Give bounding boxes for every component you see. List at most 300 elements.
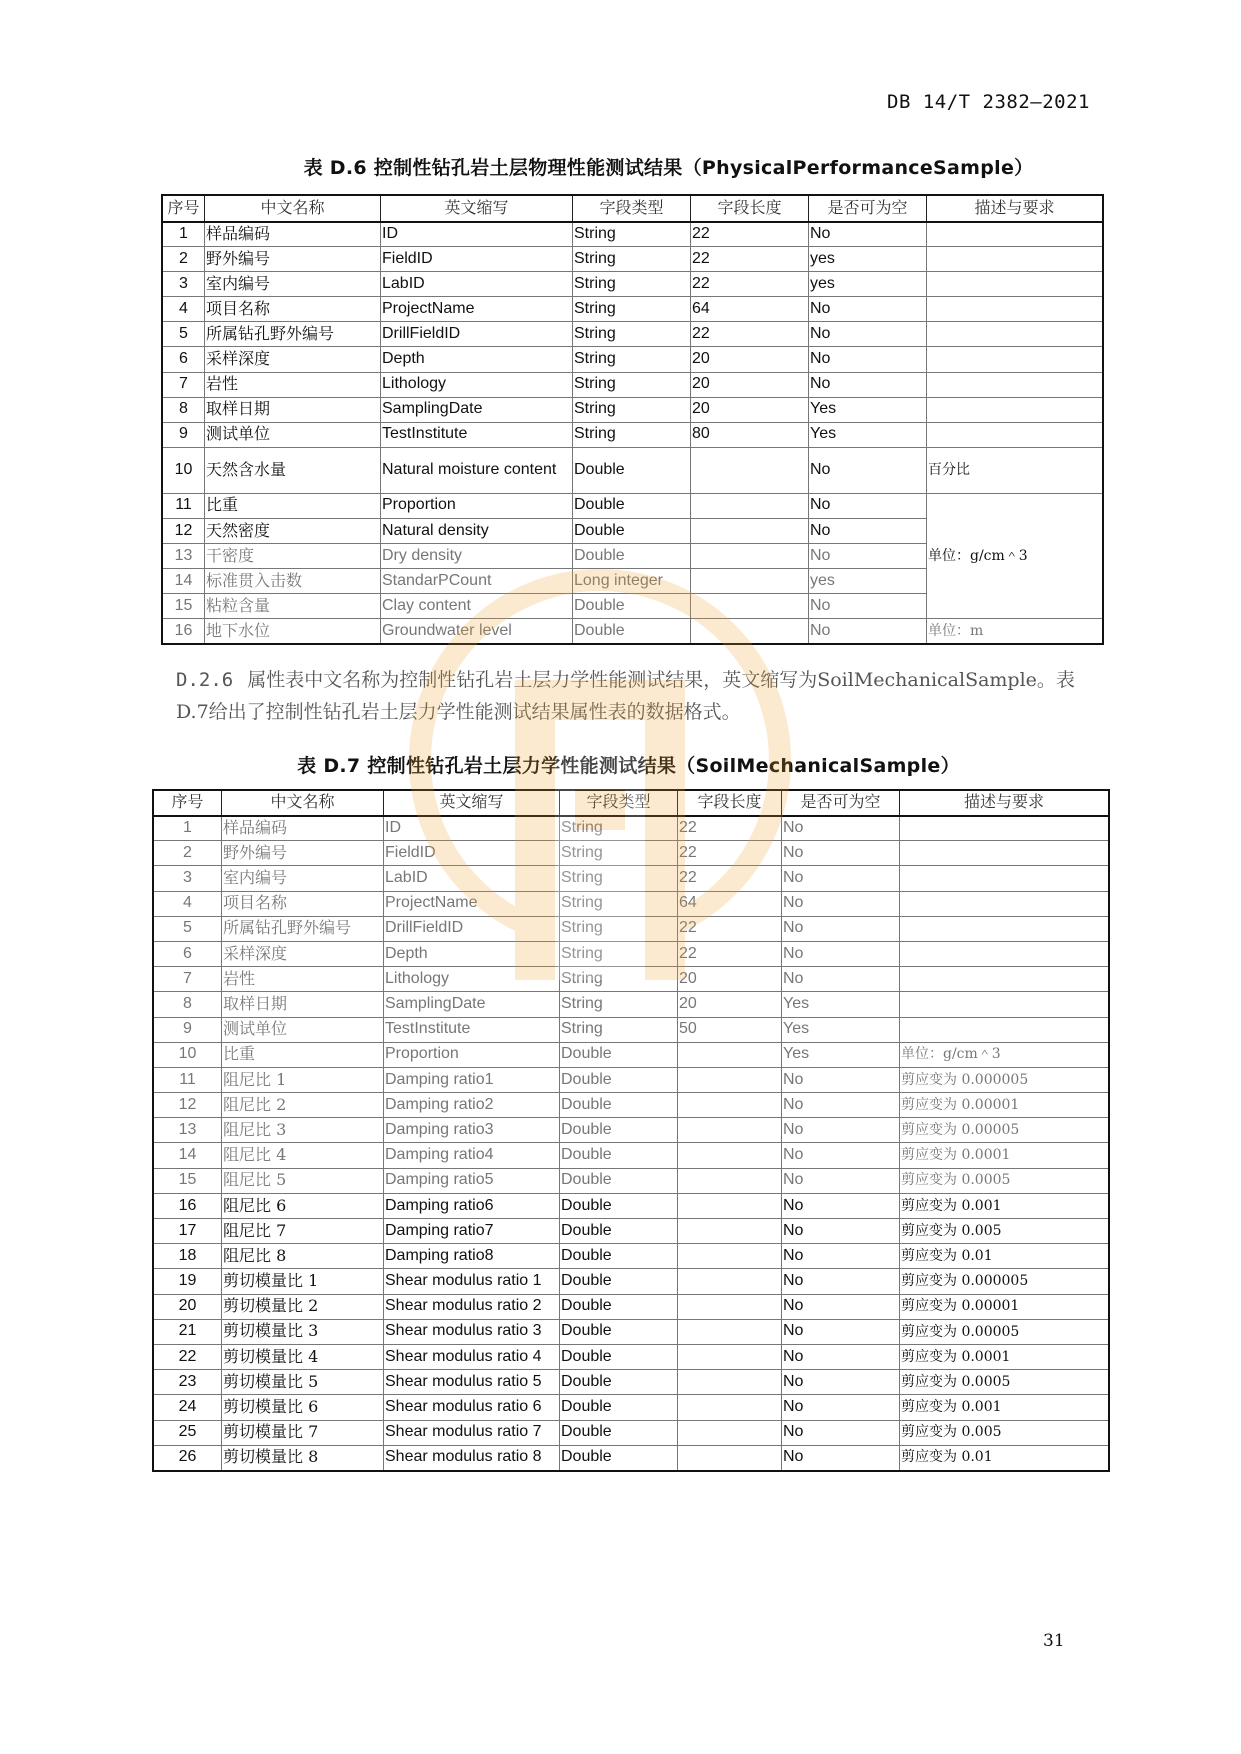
table-header-row: [163, 196, 1103, 222]
table-cell: [678, 1143, 782, 1168]
table-cell: Double: [560, 1319, 678, 1344]
table-cell: [678, 1093, 782, 1118]
table-cell: String: [573, 222, 691, 247]
column-header: 字段长度: [691, 196, 809, 222]
table-cell: 22: [691, 247, 809, 272]
table-cell: 阻尼比 4: [222, 1143, 384, 1168]
table-d6-title: 表 D.6 控制性钻孔岩土层物理性能测试结果（PhysicalPerformanceSample）: [303, 157, 1034, 179]
table-cell: 剪切模量比 4: [222, 1344, 384, 1369]
table-cell: 15: [163, 594, 205, 619]
table-cell: 22: [691, 222, 809, 247]
table-cell: 22: [678, 816, 782, 841]
table-cell: 1: [154, 816, 222, 841]
table-cell: [691, 594, 809, 619]
table-cell: [678, 1067, 782, 1092]
table-cell: 11: [154, 1067, 222, 1092]
table-cell: Natural density: [381, 518, 573, 543]
table-cell: Shear modulus ratio 2: [384, 1294, 560, 1319]
table-row: [163, 347, 1103, 372]
table-cell: Damping ratio1: [384, 1067, 560, 1092]
column-header: 是否可为空: [809, 196, 927, 222]
table-row: [154, 1042, 1109, 1067]
table-cell: 14: [154, 1143, 222, 1168]
table-cell: 阻尼比 1: [222, 1067, 384, 1092]
table-cell: [678, 1118, 782, 1143]
table-cell: StandarPCount: [381, 569, 573, 594]
table-cell: 8: [163, 397, 205, 422]
table-cell: [678, 1395, 782, 1420]
table-cell: No: [809, 372, 927, 397]
table-cell: 22: [691, 322, 809, 347]
table-row: [154, 1294, 1109, 1319]
table-cell: 取样日期: [222, 992, 384, 1017]
table-cell: 20: [154, 1294, 222, 1319]
table-row: [154, 1093, 1109, 1118]
table-cell: [678, 1269, 782, 1294]
section-text: 属性表中文名称为控制性钻孔岩土层力学性能测试结果，英文缩写为SoilMechanicalSample。表D.7给出了控制性钻孔岩土层力学性能测试结果属性表的数据格式。: [176, 669, 1075, 723]
table-row: [154, 1067, 1109, 1092]
table-row: [163, 322, 1103, 347]
table-cell: Long integer: [573, 569, 691, 594]
table-row: [154, 1319, 1109, 1344]
table-cell: 剪应变为 0.0005: [900, 1370, 1109, 1395]
table-cell: 阻尼比 5: [222, 1168, 384, 1193]
table-cell: String: [560, 941, 678, 966]
table-cell: No: [809, 493, 927, 518]
table-cell: 剪应变为 0.00001: [900, 1294, 1109, 1319]
table-cell: 样品编码: [222, 816, 384, 841]
table-cell: Double: [573, 493, 691, 518]
table-cell: String: [560, 816, 678, 841]
table-cell: Double: [560, 1244, 678, 1269]
table-cell: String: [560, 1017, 678, 1042]
table-row: [163, 619, 1103, 644]
table-row: [154, 1244, 1109, 1269]
table-cell: Yes: [809, 422, 927, 447]
table-cell: Shear modulus ratio 8: [384, 1445, 560, 1470]
table-cell: String: [573, 347, 691, 372]
table-cell: 50: [678, 1017, 782, 1042]
table-cell: 16: [154, 1193, 222, 1218]
table-cell: No: [782, 1370, 900, 1395]
table-cell: 测试单位: [205, 422, 381, 447]
table-cell: ProjectName: [384, 891, 560, 916]
table-row: [154, 1118, 1109, 1143]
table-cell: Dry density: [381, 544, 573, 569]
table-row: [154, 916, 1109, 941]
table-cell: No: [782, 1294, 900, 1319]
column-header: 序号: [163, 196, 205, 222]
table-cell: 22: [678, 866, 782, 891]
table-cell: 2: [154, 841, 222, 866]
table-row: [163, 493, 1103, 518]
table-cell: Double: [573, 594, 691, 619]
table-cell: No: [782, 891, 900, 916]
table-cell: yes: [809, 569, 927, 594]
column-header: 英文缩写: [381, 196, 573, 222]
table-cell: 测试单位: [222, 1017, 384, 1042]
table-cell: 7: [154, 967, 222, 992]
table-cell: ID: [381, 222, 573, 247]
table-cell: 百分比: [927, 447, 1103, 493]
table-cell: [691, 493, 809, 518]
table-cell: DrillFieldID: [381, 322, 573, 347]
table-cell: 3: [154, 866, 222, 891]
table-cell: 20: [691, 347, 809, 372]
table-cell: Depth: [384, 941, 560, 966]
table-cell: 剪切模量比 5: [222, 1370, 384, 1395]
table-row: [154, 1269, 1109, 1294]
page-number: 31: [1043, 1631, 1065, 1651]
table-cell: No: [809, 297, 927, 322]
table-cell: 剪应变为 0.00005: [900, 1319, 1109, 1344]
table-cell: Double: [560, 1168, 678, 1193]
table-cell: 剪应变为 0.00001: [900, 1093, 1109, 1118]
table-cell: 剪应变为 0.000005: [900, 1067, 1109, 1092]
table-cell: String: [560, 891, 678, 916]
table-cell: No: [782, 1344, 900, 1369]
table-cell: 1: [163, 222, 205, 247]
table-cell: Double: [560, 1118, 678, 1143]
table-cell: 剪切模量比 2: [222, 1294, 384, 1319]
table-cell: 阻尼比 8: [222, 1244, 384, 1269]
table-cell: Double: [573, 518, 691, 543]
table-cell: No: [809, 518, 927, 543]
table-cell: 阻尼比 3: [222, 1118, 384, 1143]
table-cell: Damping ratio2: [384, 1093, 560, 1118]
table-row: [154, 891, 1109, 916]
table-cell: 4: [163, 297, 205, 322]
table-cell: Double: [573, 447, 691, 493]
table-cell: [678, 1168, 782, 1193]
table-cell: No: [782, 941, 900, 966]
table-row: [154, 1193, 1109, 1218]
table-cell: [900, 992, 1109, 1017]
table-cell: Shear modulus ratio 5: [384, 1370, 560, 1395]
table-row: [154, 841, 1109, 866]
table-cell: 22: [154, 1344, 222, 1369]
section-number: D.2.6: [176, 669, 234, 691]
table-row: [163, 247, 1103, 272]
table-cell: 20: [678, 967, 782, 992]
table-cell: 岩性: [205, 372, 381, 397]
table-cell: Double: [560, 1445, 678, 1470]
table-row: [163, 422, 1103, 447]
table-cell: No: [782, 916, 900, 941]
table-cell: TestInstitute: [381, 422, 573, 447]
column-header: 是否可为空: [782, 791, 900, 816]
table-cell: Damping ratio5: [384, 1168, 560, 1193]
table-cell: [927, 272, 1103, 297]
table-row: [163, 222, 1103, 247]
table-cell: 20: [678, 992, 782, 1017]
table-cell: 剪应变为 0.000005: [900, 1269, 1109, 1294]
column-header: 描述与要求: [927, 196, 1103, 222]
section-paragraph: [176, 664, 1076, 728]
table-cell: [900, 1017, 1109, 1042]
table-cell: 剪应变为 0.001: [900, 1395, 1109, 1420]
table-cell: Yes: [782, 1017, 900, 1042]
table-cell: [927, 247, 1103, 272]
column-header: 中文名称: [205, 196, 381, 222]
table-cell: String: [560, 967, 678, 992]
table-cell: 3: [163, 272, 205, 297]
table-cell: 15: [154, 1168, 222, 1193]
table-cell: Double: [560, 1067, 678, 1092]
table-cell: 阻尼比 2: [222, 1093, 384, 1118]
table-cell: TestInstitute: [384, 1017, 560, 1042]
table-body: [154, 816, 1109, 1471]
table-cell: [678, 1420, 782, 1445]
table-row: [163, 447, 1103, 493]
table-row: [154, 1143, 1109, 1168]
table-cell: 25: [154, 1420, 222, 1445]
table-row: [154, 992, 1109, 1017]
table-cell: Yes: [782, 1042, 900, 1067]
table-cell: No: [782, 1420, 900, 1445]
table-row: [154, 941, 1109, 966]
table-cell: [927, 372, 1103, 397]
table-cell: No: [782, 816, 900, 841]
table-cell: 比重: [222, 1042, 384, 1067]
table-cell: No: [809, 447, 927, 493]
table-cell: Double: [573, 544, 691, 569]
table-d6: [162, 195, 1103, 644]
table-header-row: [154, 791, 1109, 816]
table-cell: 6: [154, 941, 222, 966]
table-row: [154, 1219, 1109, 1244]
table-cell: 野外编号: [205, 247, 381, 272]
table-cell: [900, 841, 1109, 866]
table-cell: Double: [560, 1420, 678, 1445]
table-cell: 24: [154, 1395, 222, 1420]
table-cell: Damping ratio7: [384, 1219, 560, 1244]
table-cell: String: [560, 916, 678, 941]
table-cell: Natural moisture content: [381, 447, 573, 493]
table-cell: 所属钻孔野外编号: [205, 322, 381, 347]
table-cell: Lithology: [381, 372, 573, 397]
table-cell: ProjectName: [381, 297, 573, 322]
table-cell: 剪应变为 0.0001: [900, 1143, 1109, 1168]
table-cell: 21: [154, 1319, 222, 1344]
table-cell: No: [782, 1445, 900, 1470]
table-cell: yes: [809, 272, 927, 297]
table-cell: 剪应变为 0.00005: [900, 1118, 1109, 1143]
table-cell: 13: [163, 544, 205, 569]
table-cell: [691, 447, 809, 493]
table-cell: [900, 941, 1109, 966]
table-cell: 20: [691, 397, 809, 422]
table-cell: 剪应变为 0.0001: [900, 1344, 1109, 1369]
table-row: [163, 372, 1103, 397]
table-cell: 剪切模量比 6: [222, 1395, 384, 1420]
table-cell: 23: [154, 1370, 222, 1395]
table-cell: [678, 1042, 782, 1067]
table-cell: SamplingDate: [381, 397, 573, 422]
table-cell: 剪应变为 0.001: [900, 1193, 1109, 1218]
table-cell: [927, 322, 1103, 347]
table-cell: Proportion: [384, 1042, 560, 1067]
table-cell: 剪应变为 0.005: [900, 1420, 1109, 1445]
table-cell: 7: [163, 372, 205, 397]
table-cell: Damping ratio3: [384, 1118, 560, 1143]
table-cell: yes: [809, 247, 927, 272]
table-cell: 12: [163, 518, 205, 543]
table-cell: [927, 297, 1103, 322]
table-row: [154, 1395, 1109, 1420]
table-cell: Double: [560, 1395, 678, 1420]
table-row: [154, 1017, 1109, 1042]
table-cell: No: [782, 1269, 900, 1294]
table-d7-title: 表 D.7 控制性钻孔岩土层力学性能测试结果（SoilMechanicalSample）: [297, 755, 960, 777]
table-cell: Double: [560, 1219, 678, 1244]
table-cell: 64: [691, 297, 809, 322]
table-cell: [927, 422, 1103, 447]
table-cell: 室内编号: [222, 866, 384, 891]
column-header: 中文名称: [222, 791, 384, 816]
table-cell: Shear modulus ratio 4: [384, 1344, 560, 1369]
table-cell: [678, 1244, 782, 1269]
table-row: [154, 1370, 1109, 1395]
table-cell: Yes: [809, 397, 927, 422]
table-cell: Double: [560, 1344, 678, 1369]
table-cell: [678, 1219, 782, 1244]
table-cell: String: [573, 372, 691, 397]
table-cell: 10: [154, 1042, 222, 1067]
table-cell: String: [573, 272, 691, 297]
table-cell: 天然含水量: [205, 447, 381, 493]
table-cell: 粘粒含量: [205, 594, 381, 619]
table-cell: 样品编码: [205, 222, 381, 247]
table-cell: DrillFieldID: [384, 916, 560, 941]
table-cell: 14: [163, 569, 205, 594]
table-cell: 26: [154, 1445, 222, 1470]
table-cell: No: [782, 1219, 900, 1244]
table-cell: 剪切模量比 3: [222, 1319, 384, 1344]
table-cell: Lithology: [384, 967, 560, 992]
table-cell: 16: [163, 619, 205, 644]
table-cell: [900, 866, 1109, 891]
table-cell: Damping ratio4: [384, 1143, 560, 1168]
table-cell: No: [782, 1168, 900, 1193]
table-cell: String: [560, 841, 678, 866]
column-header: 字段类型: [573, 196, 691, 222]
table-cell: String: [560, 866, 678, 891]
table-cell: [678, 1370, 782, 1395]
table-cell: SamplingDate: [384, 992, 560, 1017]
table-cell: Yes: [782, 992, 900, 1017]
table-cell: No: [782, 1118, 900, 1143]
table-cell: No: [782, 1193, 900, 1218]
table-cell: 22: [678, 941, 782, 966]
table-cell: ID: [384, 816, 560, 841]
table-cell: 室内编号: [205, 272, 381, 297]
table-row: [154, 1445, 1109, 1470]
table-cell: Shear modulus ratio 6: [384, 1395, 560, 1420]
table-cell: 5: [163, 322, 205, 347]
table-cell: 剪切模量比 7: [222, 1420, 384, 1445]
table-cell: 17: [154, 1219, 222, 1244]
table-cell: LabID: [384, 866, 560, 891]
table-cell: No: [809, 594, 927, 619]
table-row: [154, 816, 1109, 841]
table-cell: [900, 967, 1109, 992]
table-cell: No: [782, 866, 900, 891]
table-cell: Groundwater level: [381, 619, 573, 644]
table-cell: Shear modulus ratio 7: [384, 1420, 560, 1445]
table-cell: FieldID: [384, 841, 560, 866]
table-row: [154, 967, 1109, 992]
table-row: [154, 866, 1109, 891]
table-cell: 天然密度: [205, 518, 381, 543]
table-cell: No: [809, 322, 927, 347]
table-cell: [900, 816, 1109, 841]
table-cell: String: [573, 322, 691, 347]
table-cell: No: [809, 347, 927, 372]
table-cell: [900, 916, 1109, 941]
table-row: [163, 297, 1103, 322]
table-cell: 剪应变为 0.0005: [900, 1168, 1109, 1193]
column-header: 英文缩写: [384, 791, 560, 816]
table-cell: 剪应变为 0.01: [900, 1445, 1109, 1470]
table-cell: 阻尼比 6: [222, 1193, 384, 1218]
table-cell: No: [782, 967, 900, 992]
table-body: [163, 222, 1103, 644]
table-cell: Damping ratio8: [384, 1244, 560, 1269]
table-cell: 6: [163, 347, 205, 372]
table-cell: No: [809, 544, 927, 569]
table-cell: 64: [678, 891, 782, 916]
table-cell: [927, 222, 1103, 247]
table-cell: Double: [560, 1042, 678, 1067]
table-cell: 项目名称: [222, 891, 384, 916]
table-cell: FieldID: [381, 247, 573, 272]
table-cell: [678, 1344, 782, 1369]
table-cell: 剪应变为 0.005: [900, 1219, 1109, 1244]
table-cell: 9: [154, 1017, 222, 1042]
table-cell: String: [573, 297, 691, 322]
table-cell: 单位：m: [927, 619, 1103, 644]
table-cell: String: [573, 247, 691, 272]
table-cell: 地下水位: [205, 619, 381, 644]
table-cell: [678, 1445, 782, 1470]
table-cell: 项目名称: [205, 297, 381, 322]
table-cell: No: [809, 619, 927, 644]
table-cell: Double: [560, 1193, 678, 1218]
table-cell: [678, 1319, 782, 1344]
table-cell: 比重: [205, 493, 381, 518]
table-cell: 岩性: [222, 967, 384, 992]
table-cell: 10: [163, 447, 205, 493]
table-cell: 18: [154, 1244, 222, 1269]
table-cell: 19: [154, 1269, 222, 1294]
table-cell: 11: [163, 493, 205, 518]
table-cell: [691, 544, 809, 569]
table-cell: 80: [691, 422, 809, 447]
table-row: [163, 397, 1103, 422]
table-cell: 9: [163, 422, 205, 447]
table-cell: [900, 891, 1109, 916]
table-cell: [678, 1193, 782, 1218]
table-cell: Double: [560, 1143, 678, 1168]
table-cell: 所属钻孔野外编号: [222, 916, 384, 941]
table-cell: 22: [678, 841, 782, 866]
table-cell: Double: [573, 619, 691, 644]
table-cell: Clay content: [381, 594, 573, 619]
table-cell: Shear modulus ratio 3: [384, 1319, 560, 1344]
column-header: 字段类型: [560, 791, 678, 816]
table-cell: No: [782, 1093, 900, 1118]
